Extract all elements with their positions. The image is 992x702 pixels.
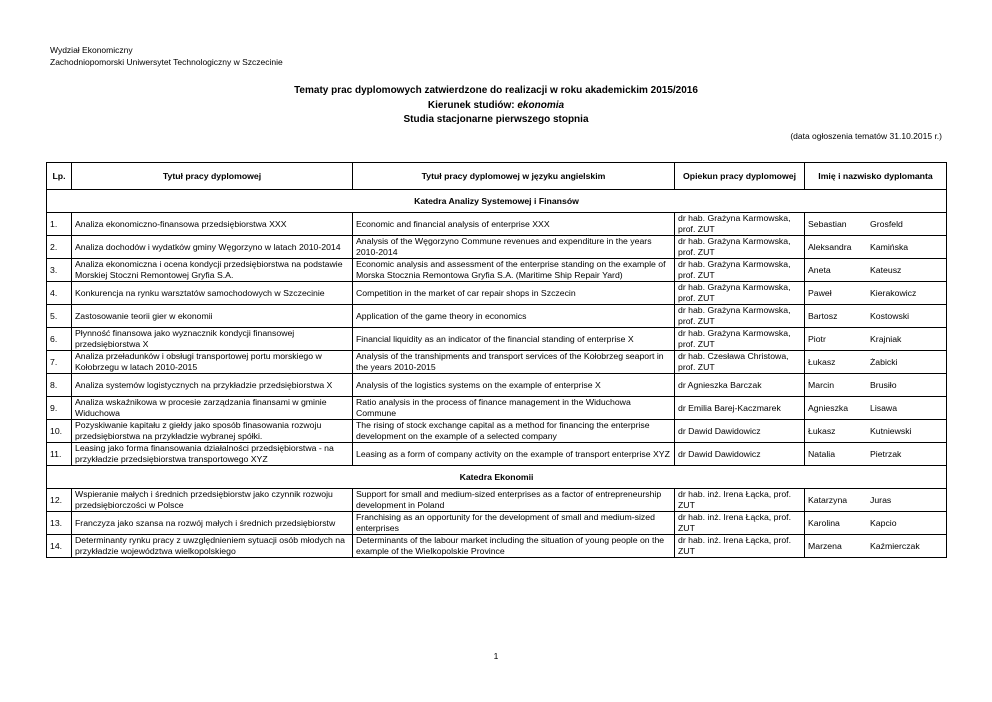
col-header-supervisor: Opiekun pracy dyplomowej <box>675 163 805 190</box>
student-last-name: Żabicki <box>870 356 898 367</box>
cell-lp: 13. <box>47 512 72 535</box>
student-last-name: Brusiło <box>870 379 897 390</box>
student-first-name: Agnieszka <box>808 402 849 413</box>
cell-student <box>805 535 947 558</box>
cell-title-en: Franchising as an opportunity for the development of small and medium-sized enterprises <box>353 512 675 535</box>
cell-lp: 5. <box>47 305 72 328</box>
cell-title-pl: Konkurencja na rynku warsztatów samochodowych w Szczecinie <box>72 282 353 305</box>
theses-table <box>46 162 947 558</box>
cell-lp: 1. <box>47 213 72 236</box>
table-row <box>47 328 947 351</box>
cell-title-pl: Analiza wskaźnikowa w procesie zarządzania finansami w gminie Widuchowa <box>72 397 353 420</box>
cell-supervisor: dr Emilia Barej-Kaczmarek <box>675 397 805 420</box>
cell-student <box>805 512 947 535</box>
cell-lp: 14. <box>47 535 72 558</box>
table-row <box>47 420 947 443</box>
document-title: Tematy prac dyplomowych zatwierdzone do realizacji w roku akademickim 2015/2016 <box>294 85 698 96</box>
student-last-name: Kapcio <box>870 517 897 528</box>
cell-title-pl: Analiza przeładunków i obsługi transportowej portu morskiego w Kołobrzegu w latach 2010-2015 <box>72 351 353 374</box>
cell-student <box>805 305 947 328</box>
cell-student <box>805 328 947 351</box>
student-last-name: Kostowski <box>870 310 910 321</box>
announcement-date: (data ogłoszenia tematów 31.10.2015 r.) <box>790 131 942 141</box>
student-last-name: Kaźmierczak <box>870 540 920 551</box>
cell-lp: 8. <box>47 374 72 397</box>
section-header-row <box>47 190 947 213</box>
university-name: Zachodniopomorski Uniwersytet Technologiczny w Szczecinie <box>50 57 283 67</box>
cell-lp: 4. <box>47 282 72 305</box>
student-last-name: Lisawa <box>870 402 898 413</box>
cell-lp: 11. <box>47 443 72 466</box>
cell-title-pl: Wspieranie małych i średnich przedsiębiorstw jako czynnik rozwoju przedsiębiorczości w Polsce <box>72 489 353 512</box>
cell-student <box>805 420 947 443</box>
student-last-name: Krajniak <box>870 333 902 344</box>
cell-student <box>805 351 947 374</box>
cell-title-pl: Analiza systemów logistycznych na przykładzie przedsiębiorstwa X <box>72 374 353 397</box>
student-first-name: Paweł <box>808 287 832 298</box>
student-first-name: Marzena <box>808 540 842 551</box>
cell-title-pl: Analiza ekonomiczno-finansowa przedsiębiorstwa XXX <box>72 213 353 236</box>
table-row <box>47 351 947 374</box>
student-first-name: Karolina <box>808 517 840 528</box>
cell-title-en: Analysis of the transhipments and transport services of the Kołobrzeg seaport in the years 2010-2015 <box>353 351 675 374</box>
cell-lp: 10. <box>47 420 72 443</box>
cell-title-en: Financial liquidity as an indicator of the financial standing of enterprise X <box>353 328 675 351</box>
table-row <box>47 535 947 558</box>
cell-student <box>805 374 947 397</box>
student-first-name: Piotr <box>808 333 826 344</box>
cell-supervisor: dr hab. inż. Irena Łącka, prof. ZUT <box>675 512 805 535</box>
cell-title-en: The rising of stock exchange capital as a method for financing the enterprise development on the example of a selected company <box>353 420 675 443</box>
cell-lp: 7. <box>47 351 72 374</box>
cell-supervisor: dr hab. inż. Irena Łącka, prof. ZUT <box>675 489 805 512</box>
table-row <box>47 397 947 420</box>
page-number: 1 <box>493 651 499 661</box>
student-last-name: Kutniewski <box>870 425 912 436</box>
table-body <box>47 190 947 558</box>
col-header-lp: Lp. <box>47 163 72 190</box>
cell-supervisor: dr hab. inż. Irena Łącka, prof. ZUT <box>675 535 805 558</box>
student-last-name: Kierakowicz <box>870 287 917 298</box>
cell-lp: 9. <box>47 397 72 420</box>
section-name: Katedra Analizy Systemowej i Finansów <box>47 190 947 213</box>
student-first-name: Natalia <box>808 448 836 459</box>
cell-title-en: Support for small and medium-sized enterprises as a factor of entrepreneurship development in Poland <box>353 489 675 512</box>
cell-title-en: Application of the game theory in economics <box>353 305 675 328</box>
cell-title-en: Determinants of the labour market including the situation of young people on the example of the Wielkopolskie Province <box>353 535 675 558</box>
student-first-name: Marcin <box>808 379 835 390</box>
cell-student <box>805 443 947 466</box>
cell-supervisor: dr Dawid Dawidowicz <box>675 443 805 466</box>
cell-title-pl: Leasing jako forma finansowania działalności przedsiębiorstwa - na przykładzie przedsiębiorstwa transportowego XYZ <box>72 443 353 466</box>
student-first-name: Katarzyna <box>808 494 848 505</box>
student-first-name: Bartosz <box>808 310 838 321</box>
col-header-title-en: Tytuł pracy dyplomowej w języku angielskim <box>353 163 675 190</box>
table-row <box>47 213 947 236</box>
cell-title-en: Economic analysis and assessment of the enterprise standing on the example of Morska Stocznia Remontowa Gryfia S.A. (Maritime Ship Repair Yard) <box>353 259 675 282</box>
table-row <box>47 259 947 282</box>
document-title-block <box>0 84 992 128</box>
cell-student <box>805 282 947 305</box>
student-last-name: Grosfeld <box>870 218 903 229</box>
table-row <box>47 489 947 512</box>
table-header-row <box>47 163 947 190</box>
cell-title-pl: Analiza ekonomiczna i ocena kondycji przedsiębiorstwa na podstawie Morskiej Stoczni Remontowej Gryfia S.A. <box>72 259 353 282</box>
section-header-row <box>47 466 947 489</box>
student-last-name: Kateusz <box>870 264 902 275</box>
col-header-title-pl: Tytuł pracy dyplomowej <box>72 163 353 190</box>
student-first-name: Aleksandra <box>808 241 852 252</box>
cell-lp: 3. <box>47 259 72 282</box>
cell-supervisor: dr hab. Czesława Christowa, prof. ZUT <box>675 351 805 374</box>
section-name: Katedra Ekonomii <box>47 466 947 489</box>
student-last-name: Kamińska <box>870 241 909 252</box>
study-mode: Studia stacjonarne pierwszego stopnia <box>403 114 589 125</box>
cell-title-en: Analysis of the logistics systems on the example of enterprise X <box>353 374 675 397</box>
table-row <box>47 282 947 305</box>
cell-supervisor: dr hab. Grażyna Karmowska, prof. ZUT <box>675 259 805 282</box>
cell-title-pl: Analiza dochodów i wydatków gminy Węgorzyno w latach 2010-2014 <box>72 236 353 259</box>
cell-title-en: Economic and financial analysis of enterprise XXX <box>353 213 675 236</box>
cell-title-pl: Franczyza jako szansa na rozwój małych i średnich przedsiębiorstw <box>72 512 353 535</box>
cell-title-en: Analysis of the Węgorzyno Commune revenues and expenditure in the years 2010-2014 <box>353 236 675 259</box>
col-header-student: Imię i nazwisko dyplomanta <box>805 163 947 190</box>
table-row <box>47 305 947 328</box>
cell-lp: 12. <box>47 489 72 512</box>
cell-lp: 6. <box>47 328 72 351</box>
cell-supervisor: dr hab. Grażyna Karmowska, prof. ZUT <box>675 213 805 236</box>
cell-student <box>805 489 947 512</box>
cell-title-pl: Determinanty rynku pracy z uwzględnieniem sytuacji osób młodych na przykładzie województwa wielkopolskiego <box>72 535 353 558</box>
cell-title-pl: Płynność finansowa jako wyznacznik kondycji finansowej przedsiębiorstwa X <box>72 328 353 351</box>
table-row <box>47 236 947 259</box>
field-of-study-label: Kierunek studiów: <box>427 99 518 111</box>
cell-title-en: Leasing as a form of company activity on the example of transport enterprise XYZ <box>353 443 675 466</box>
field-of-study-value: ekonomia <box>517 99 565 111</box>
cell-title-en: Ratio analysis in the process of finance management in the Widuchowa Commune <box>353 397 675 420</box>
student-first-name: Sebastian <box>808 218 847 229</box>
student-first-name: Aneta <box>808 264 831 275</box>
table-row <box>47 512 947 535</box>
student-first-name: Łukasz <box>808 425 836 436</box>
cell-student <box>805 259 947 282</box>
cell-student <box>805 213 947 236</box>
cell-supervisor: dr hab. Grażyna Karmowska, prof. ZUT <box>675 328 805 351</box>
cell-supervisor: dr hab. Grażyna Karmowska, prof. ZUT <box>675 236 805 259</box>
cell-student <box>805 397 947 420</box>
table-row <box>47 443 947 466</box>
cell-lp: 2. <box>47 236 72 259</box>
cell-supervisor: dr hab. Grażyna Karmowska, prof. ZUT <box>675 282 805 305</box>
cell-supervisor: dr Dawid Dawidowicz <box>675 420 805 443</box>
cell-title-pl: Pozyskiwanie kapitału z giełdy jako sposób finasowania rozwoju przedsiębiorstwa na przykładzie wybranej spółki. <box>72 420 353 443</box>
student-last-name: Juras <box>870 494 892 505</box>
cell-title-pl: Zastosowanie teorii gier w ekonomii <box>72 305 353 328</box>
cell-supervisor: dr hab. Grażyna Karmowska, prof. ZUT <box>675 305 805 328</box>
cell-supervisor: dr Agnieszka Barczak <box>675 374 805 397</box>
field-of-study <box>0 99 992 114</box>
cell-title-en: Competition in the market of car repair shops in Szczecin <box>353 282 675 305</box>
faculty-name: Wydział Ekonomiczny <box>50 45 133 55</box>
student-first-name: Łukasz <box>808 356 836 367</box>
student-last-name: Pietrzak <box>870 448 902 459</box>
cell-student <box>805 236 947 259</box>
table-row <box>47 374 947 397</box>
